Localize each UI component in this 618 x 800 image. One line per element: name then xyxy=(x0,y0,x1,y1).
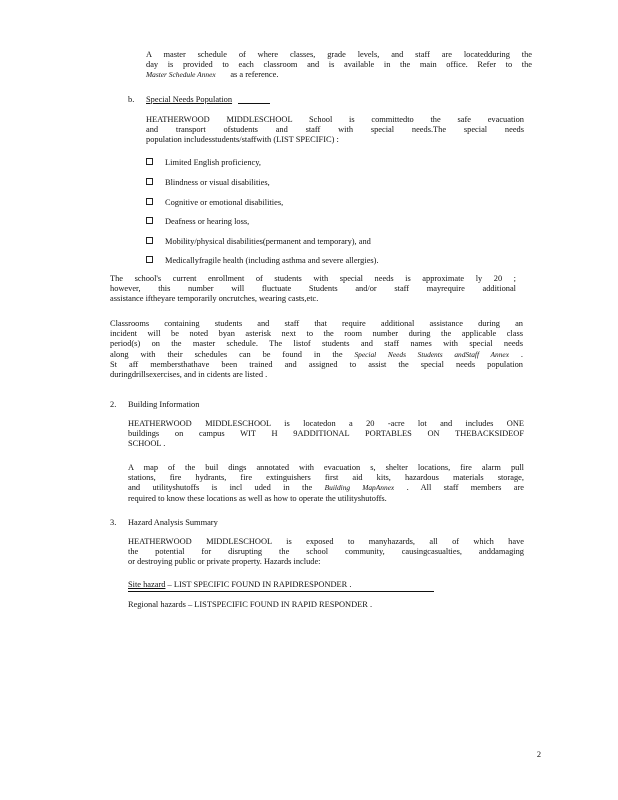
page-number: 2 xyxy=(536,750,541,759)
heading-underline xyxy=(238,103,270,104)
text-line: buildings on campus WIT H 9ADDITIONAL PORTABLES ON THEBACKSIDEOF xyxy=(128,429,524,439)
master-schedule-annex-ref: Master Schedule Annex xyxy=(146,70,216,80)
enrollment-paragraph xyxy=(110,274,516,305)
text-line: and utilityshutoffs is incl uded in the Building MapAnnex . All staff members are xyxy=(128,483,524,493)
classrooms-paragraph xyxy=(110,319,523,380)
site-hazard-line xyxy=(128,580,351,590)
site-hazard-text: – LIST SPECIFIC FOUND IN RAPIDRESPONDER . xyxy=(165,580,352,589)
text-line: along with their schedules can be found in the Special Needs Students andStaff Annex . xyxy=(110,349,524,359)
intro-paragraph xyxy=(146,50,532,81)
building-marker: 2. xyxy=(110,400,117,409)
checkbox-square-icon xyxy=(146,237,153,244)
text-fragment: as a reference. xyxy=(230,70,279,80)
checkbox-square-icon xyxy=(146,178,153,185)
list-item: Blindness or visual disabilities, xyxy=(146,178,270,188)
building-paragraph xyxy=(128,419,524,450)
text-line: St aff membersthathave been trained and assigned to assist the special needs population xyxy=(110,359,523,369)
hazard-paragraph xyxy=(128,537,524,568)
checkbox-square-icon xyxy=(146,198,153,205)
special-needs-paragraph xyxy=(146,115,524,146)
text-line: Classrooms containing students and staff that require additional assistance during an xyxy=(110,319,523,328)
building-map-annex-ref: Building MapAnnex xyxy=(324,483,395,493)
site-hazard-underline xyxy=(128,591,434,592)
text-line: The school's current enrollment of students with special needs is approximate ly 20 ; xyxy=(110,274,516,283)
hazard-heading: Hazard Analysis Summary xyxy=(128,518,218,527)
text-line: however, this number will fluctuate Students and/or staff mayrequire additional xyxy=(110,284,516,294)
text-line: period(s) on the master schedule. The listof students and staff names with special needs xyxy=(110,339,523,349)
regional-hazard-line: Regional hazards – LISTSPECIFIC FOUND IN RAPID RESPONDER . xyxy=(128,600,373,609)
text-line: SCHOOL . xyxy=(128,439,166,449)
checkbox-square-icon xyxy=(146,256,153,263)
text-line xyxy=(146,70,532,80)
map-paragraph xyxy=(128,463,524,504)
text-line: or destroying public or private property. Hazards include: xyxy=(128,557,321,567)
special-needs-marker: b. xyxy=(128,95,135,104)
list-item: Mobility/physical disabilities(permanent and temporary), and xyxy=(146,237,371,247)
site-hazard-label: Site hazard xyxy=(128,580,166,589)
text-line: HEATHERWOOD MIDDLESCHOOL School is committedto the safe evacuation xyxy=(146,115,524,124)
text-line: assistance iftheyare temporarily oncrutches, wearing casts,etc. xyxy=(110,294,319,304)
text-line: and transport ofstudents and staff with special needs.The special needs xyxy=(146,125,524,135)
text-line: HEATHERWOOD MIDDLESCHOOL is exposed to manyhazards, all of which have xyxy=(128,537,524,546)
list-item: Deafness or hearing loss, xyxy=(146,217,249,227)
text-line: the potential for disrupting the school community, causingcasualties, anddamaging xyxy=(128,547,524,557)
list-item: Medicallyfragile health (including asthma and severe allergies). xyxy=(146,256,379,266)
special-needs-heading: Special Needs Population xyxy=(146,95,233,104)
text-line: HEATHERWOOD MIDDLESCHOOL is locatedon a 20 -acre lot and includes ONE xyxy=(128,419,524,428)
text-line: day is provided to each classroom and is available in the main office. Refer to the xyxy=(146,60,532,70)
checkbox-square-icon xyxy=(146,158,153,165)
special-needs-annex-ref: Special Needs Students andStaff Annex xyxy=(354,349,509,359)
text-line: A master schedule of where classes, grade levels, and staff are locatedduring the xyxy=(146,50,532,59)
text-line: stations, fire hydrants, fire extinguishers first aid kits, hazardous materials storage, xyxy=(128,473,524,483)
text-line: duringdrillsexercises, and in cidents are listed . xyxy=(110,370,268,380)
text-line: incident will be noted byan asterisk next to the room number during the applicable class xyxy=(110,329,523,339)
text-line: population includesstudents/staffwith (LIST SPECIFIC) : xyxy=(146,135,339,145)
hazard-marker: 3. xyxy=(110,518,117,527)
building-heading: Building Information xyxy=(128,400,200,409)
list-item: Cognitive or emotional disabilities, xyxy=(146,198,283,208)
list-item: Limited English proficiency, xyxy=(146,158,261,168)
text-line: required to know these locations as well as how to operate the utilityshutoffs. xyxy=(128,493,387,503)
text-line: A map of the buil dings annotated with evacuation s, shelter locations, fire alarm pull xyxy=(128,463,524,472)
checkbox-square-icon xyxy=(146,217,153,224)
